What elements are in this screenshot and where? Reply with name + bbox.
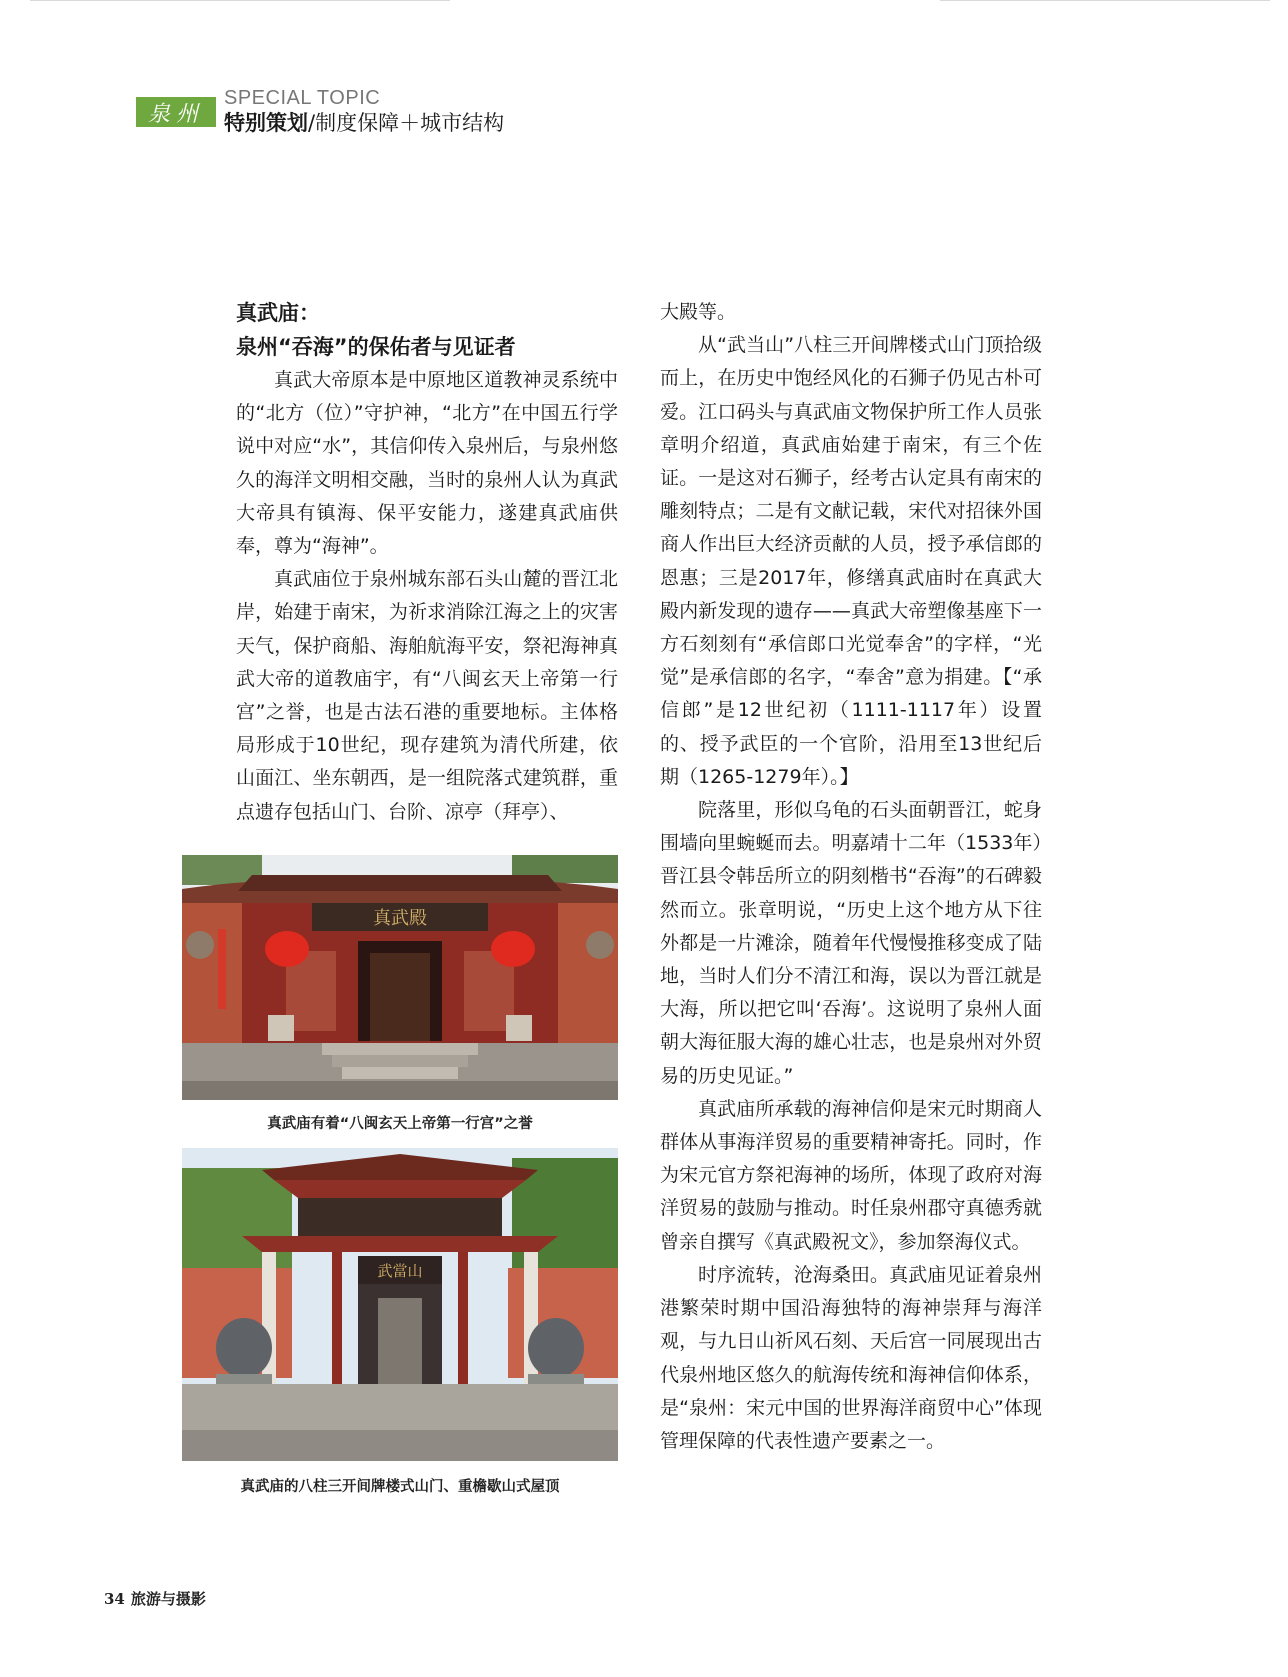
paragraph: 真武庙所承载的海神信仰是宋元时期商人群体从事海洋贸易的重要精神寄托。同时，作为宋元官方祭祀海神的场所，体现了政府对海洋贸易的鼓励与推动。时任泉州郡守真德秀就曾亲自撰写《真武殿祝文》，参加祭海仪式。 [660, 1097, 1042, 1253]
special-planning-label: 特别策划 [224, 111, 308, 135]
paragraph: 从“武当山”八柱三开间牌楼式山门顶拾级而上，在历史中饱经风化的石狮子仍见古朴可爱。江口码头与真武庙文物保护所工作人员张章明介绍道，真武庙始建于南宋，有三个佐证。一是这对石狮子，经考古认定具有南宋的雕刻特点；二是有文献记载，宋代对招徕外国商人作出巨大经济贡献的人员，授予承信郎的恩惠；三是2017年，修缮真武庙时在真武大殿内新发现的遗存——真武大帝塑像基座下一方石刻刻有“承信郎口光觉奉舍”的字样，“光觉”是承信郎的名字，“奉舍”意为捐建。【“承信郎”是12世纪初（1111-1117年）设置的、授予武臣的一个官阶，沿用至13世纪后期（1265-1279年）。】 [660, 334, 1042, 788]
paragraph: 大殿等。 [660, 301, 737, 323]
temple-gate-photo [182, 1148, 618, 1461]
photo-caption: 真武庙的八柱三开间牌楼式山门、重檐歇山式屋顶 [240, 1479, 560, 1495]
section-title [236, 296, 516, 364]
hall-plaque: 真武殿 [373, 908, 427, 929]
paragraph: 真武庙位于泉州城东部石头山麓的晋江北岸，始建于南宋，为祈求消除江海之上的灾害天气，保护商船、海舶航海平安，祭祀海神真武大帝的道教庙宇，有“八闽玄天上帝第一行宫”之誉，也是古法石港的重要地标。主体格局形成于10世纪，现存建筑为清代所建，依山面江、坐东朝西，是一组院落式建筑群，重点遗存包括山门、台阶、凉亭（拜亭）、 [236, 568, 618, 823]
page-footer [104, 1588, 206, 1609]
special-topic-label: SPECIAL TOPIC [224, 87, 381, 109]
left-column [236, 364, 618, 829]
photo-caption: 真武庙有着“八闽玄天上帝第一行宫”之誉 [267, 1116, 533, 1132]
page-number: 34 [104, 1590, 125, 1608]
brand-badge: 泉州 [136, 97, 216, 127]
section-breadcrumb [224, 110, 504, 136]
section-title-line1: 真武庙： [236, 301, 320, 325]
gate-plaque: 武當山 [377, 1262, 423, 1280]
section-title-line2: 泉州“吞海”的保佑者与见证者 [236, 335, 516, 359]
topic-path: /制度保障＋城市结构 [308, 111, 505, 135]
temple-hall-photo [182, 855, 618, 1100]
paragraph: 院落里，形似乌龟的石头面朝晋江，蛇身围墙向里蜿蜒而去。明嘉靖十二年（1533年）晋江县令韩岳所立的阴刻楷书“吞海”的石碑毅然而立。张章明说，“历史上这个地方从下往外都是一片滩涂，随着年代慢慢推移变成了陆地，当时人们分不清江和海，误以为晋江就是大海，所以把它叫‘吞海’。这说明了泉州人面朝大海征服大海的雄心壮志，也是泉州对外贸易的历史见证。” [660, 799, 1042, 1087]
paragraph: 真武大帝原本是中原地区道教神灵系统中的“北方（位）”守护神，“北方”在中国五行学说中对应“水”，其信仰传入泉州后，与泉州悠久的海洋文明相交融，当时的泉州人认为真武大帝具有镇海、保平安能力，遂建真武庙供奉，尊为“海神”。 [236, 369, 618, 558]
right-column [660, 296, 1042, 1458]
top-rule-left [30, 0, 450, 1]
magazine-name: 旅游与摄影 [130, 1590, 206, 1608]
top-rule-right [940, 0, 1270, 1]
paragraph: 时序流转，沧海桑田。真武庙见证着泉州港繁荣时期中国沿海独特的海神崇拜与海洋观，与九日山祈风石刻、天后宫一同展现出古代泉州地区悠久的航海传统和海神信仰体系，是“泉州：宋元中国的世界海洋商贸中心”体现管理保障的代表性遗产要素之一。 [660, 1263, 1042, 1452]
